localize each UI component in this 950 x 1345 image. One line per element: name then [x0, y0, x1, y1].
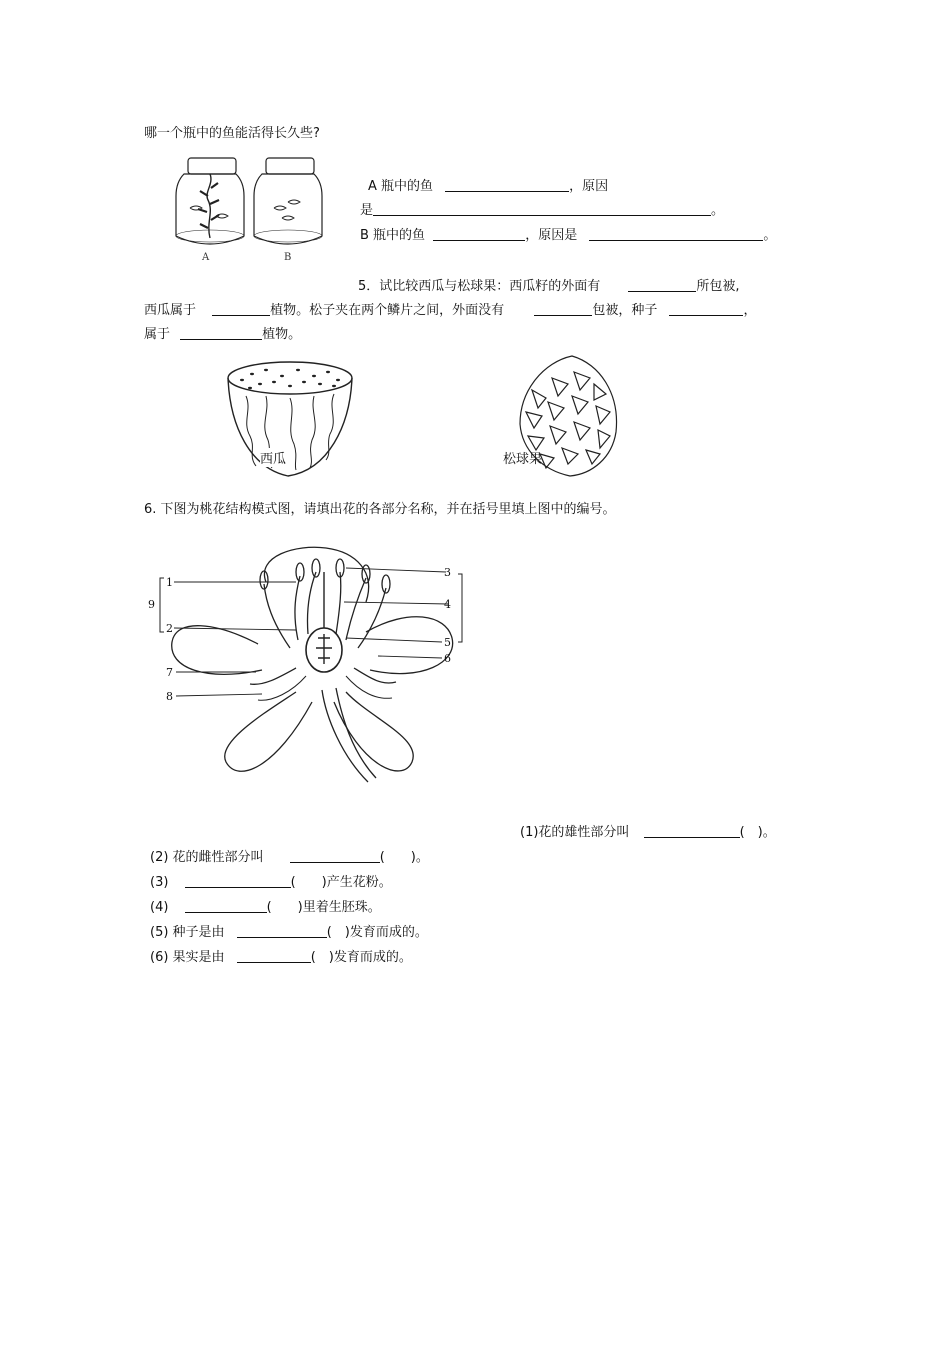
- peach-flower-diagram: [146, 542, 488, 790]
- stamen: [264, 572, 386, 648]
- q4-line-b: [360, 224, 776, 243]
- q5-line3-a: 属于: [144, 327, 171, 342]
- q6-item-4: [150, 896, 381, 915]
- q4-line-a2-prefix: 是: [360, 203, 374, 218]
- q4-line-b-end: 。: [763, 228, 777, 243]
- blank-item-1[interactable]: [644, 823, 740, 838]
- blank-watermelon-type[interactable]: [212, 301, 270, 316]
- q5-line3-b: 植物。: [262, 327, 302, 342]
- petal-top: [264, 547, 368, 602]
- q6-item-3-bracket: ( )产生花粉。: [290, 875, 392, 890]
- q6-item-3: [150, 871, 392, 890]
- label-8: 8: [166, 690, 173, 703]
- blank-a-reason[interactable]: [373, 201, 711, 216]
- q6-item-1-text: (1)花的雄性部分叫: [520, 825, 630, 840]
- q6-item-4-bracket: ( )里着生胚珠。: [266, 900, 381, 915]
- pinecone-label: 松球果: [503, 452, 543, 467]
- label-2: 2: [166, 622, 173, 635]
- blank-item-4[interactable]: [185, 898, 267, 913]
- jar-b: [254, 158, 322, 244]
- petal-bottom-left: [225, 692, 312, 771]
- q5-line1-text: 5．试比较西瓜与松球果：西瓜籽的外面有: [358, 279, 601, 294]
- q4-line-b-prefix: B 瓶中的鱼: [360, 228, 426, 243]
- q5-line2: [144, 299, 756, 318]
- q6-item-5: [150, 921, 428, 940]
- blank-pine-seed[interactable]: [669, 301, 743, 316]
- blank-b-fish[interactable]: [433, 226, 525, 241]
- blank-item-2[interactable]: [290, 848, 380, 863]
- jar-a-caption: A: [202, 252, 210, 263]
- label-3: 3: [444, 566, 451, 579]
- q4-line-b-reason: ，原因是: [525, 228, 578, 243]
- q6-item-2: [150, 846, 429, 865]
- jar-b-caption: B: [284, 252, 292, 263]
- blank-item-5[interactable]: [237, 923, 327, 938]
- q6-item-1-bracket: ( )。: [739, 825, 776, 840]
- q5-line3: [144, 323, 301, 342]
- q6-title: 6. 下图为桃花结构模式图，请填出花的各部分名称，并在括号里填上图中的编号。: [144, 502, 616, 517]
- label-1: 1: [166, 576, 173, 589]
- q6-item-3-text: (3): [150, 875, 169, 890]
- q4-line-a: [368, 175, 608, 194]
- label-5: 5: [444, 636, 451, 649]
- q4-line-a-prefix: A 瓶中的鱼: [368, 179, 434, 194]
- q5-line2-d: ，: [743, 303, 757, 318]
- label-4: 4: [444, 598, 451, 611]
- blank-b-reason[interactable]: [589, 226, 763, 241]
- q6-item-2-text: (2) 花的雌性部分叫: [150, 850, 264, 865]
- q6-item-1: [520, 821, 776, 840]
- q6-item-6: [150, 946, 412, 965]
- q6-item-6-text: (6) 果实是由: [150, 950, 225, 965]
- watermelon-label: 西瓜: [260, 448, 286, 467]
- q6-item-4-text: (4): [150, 900, 169, 915]
- q4-line-a2: [360, 199, 724, 218]
- q5-line2-b: 植物。松子夹在两个鳞片之间，外面没有: [270, 303, 505, 318]
- q4-line-a-reason: ，原因: [569, 179, 609, 194]
- blank-seed-cover[interactable]: [628, 277, 696, 292]
- q6-item-5-bracket: ( )发育而成的。: [326, 925, 428, 940]
- blank-pine-type[interactable]: [180, 325, 262, 340]
- q4-prompt: 哪一个瓶中的鱼能活得长久些?: [144, 126, 320, 141]
- petal-left: [172, 626, 262, 675]
- petal-right: [366, 617, 453, 674]
- blank-pine-cover[interactable]: [534, 301, 592, 316]
- label-6: 6: [444, 652, 451, 665]
- q4-line-a2-end: 。: [711, 203, 725, 218]
- blank-a-fish[interactable]: [445, 177, 569, 192]
- jars-illustration: [170, 152, 340, 264]
- q5-line2-c: 包被，种子: [592, 303, 658, 318]
- q5-line2-a: 西瓜属于: [144, 303, 197, 318]
- q6-item-2-bracket: ( )。: [379, 850, 429, 865]
- q5-line1-end: 所包被,: [696, 279, 740, 294]
- q5-line1: [358, 275, 740, 294]
- petal-bottom-right: [334, 692, 413, 771]
- label-9: 9: [148, 598, 155, 611]
- jar-a: [176, 158, 244, 244]
- label-7: 7: [166, 666, 173, 679]
- q6-item-6-bracket: ( )发育而成的。: [310, 950, 412, 965]
- q6-item-5-text: (5) 种子是由: [150, 925, 225, 940]
- watermelon-illustration: [222, 356, 362, 486]
- blank-item-3[interactable]: [185, 873, 291, 888]
- blank-item-6[interactable]: [237, 948, 311, 963]
- stem: [322, 688, 376, 782]
